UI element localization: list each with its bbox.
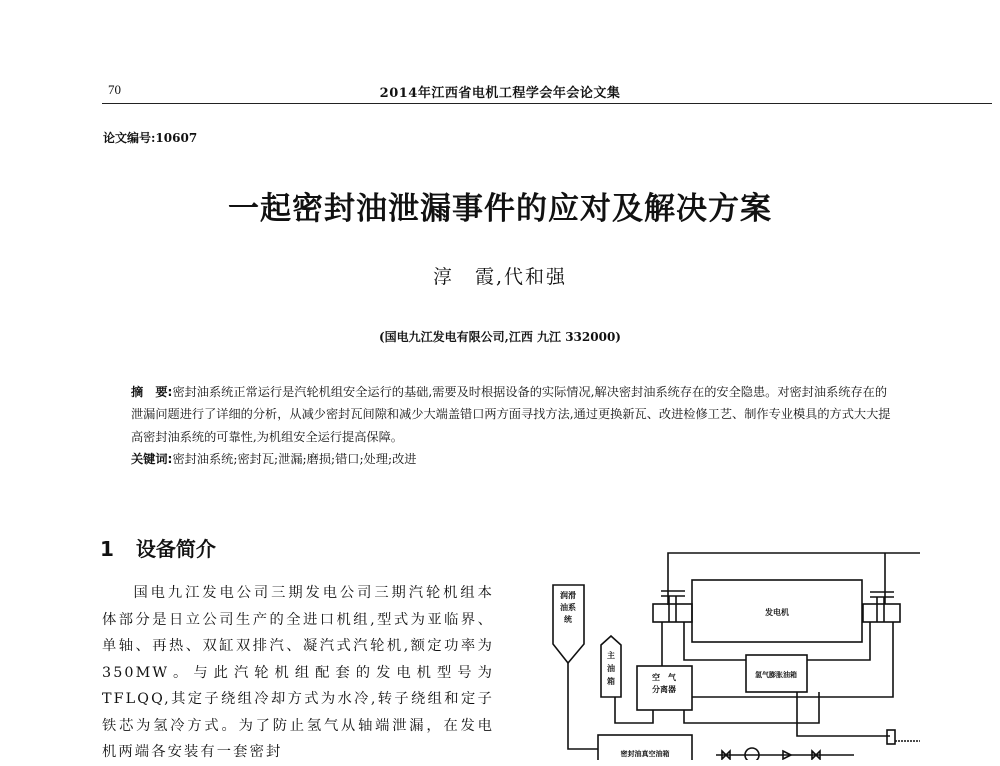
keywords-label: 关键词: — [131, 451, 173, 466]
affiliation: (国电九江发电有限公司,江西 九江 332000) — [379, 330, 621, 344]
lube-label-3: 统 — [564, 615, 572, 624]
paper-title: 一起密封油泄漏事件的应对及解决方案 — [228, 191, 772, 227]
section-title: 设备简介 — [135, 537, 216, 561]
pipe-drain-right — [807, 622, 870, 660]
hydrogen-tank-label: 氢气膨胀油箱 — [755, 671, 797, 679]
separator-label-1: 空 气 — [652, 673, 676, 682]
lube-label-1: 润滑 — [560, 591, 576, 600]
generator-label: 发电机 — [765, 608, 789, 617]
authors: 淳 霞,代和强 — [432, 266, 568, 288]
keywords: 密封油系统;密封瓦;泄漏;磨损;错口;处理;改进 — [172, 451, 417, 466]
lube-label-2: 油系 — [560, 603, 576, 612]
regulator-icon — [887, 730, 895, 744]
tank-label-2: 油 — [607, 664, 615, 673]
paragraph: 国电九江发电公司三期发电公司三期汽轮机组本体部分是日立公司生产的全进口机组,型式为亚临界、单轴、再热、双缸双排汽、凝汽式汽轮机,额定功率为350MW。与此汽轮机组配套的发电机型号为TFLQQ,其定子绕组冷却方式为水冷,转子绕组和定子铁芯为氢冷方式。为了防止氢气从轴端泄漏，在发电机两端各安装有一套密封 — [102, 585, 494, 760]
tank-label-1: 主 — [607, 651, 615, 660]
paper-number: 论文编号:10607 — [103, 131, 198, 145]
header-rule — [102, 103, 992, 104]
vacuum-tank-label: 密封油真空油箱 — [620, 750, 670, 758]
page-number: 70 — [108, 82, 121, 97]
tank-label-3: 箱 — [607, 677, 615, 686]
seal-right — [863, 604, 900, 622]
pipe-drain-left — [684, 622, 746, 660]
separator-label-2: 分离器 — [652, 685, 676, 694]
seal-left — [653, 604, 692, 622]
abstract — [131, 381, 891, 470]
pump-icon — [745, 748, 759, 760]
section-heading — [100, 533, 216, 562]
abstract-text: 密封油系统正常运行是汽轮机组安全运行的基础,需要及时根据设备的实际情况,解决密封油系统存在的安全隐患。对密封油系统存在的泄漏问题进行了详细的分析，从减少密封瓦间隙和减少大端盖错口两方面寻找方法,通过更换新瓦、改进检修工艺、制作专业模具的方式大大提高密封油系统的可靠性,为机组安全运行提高保障。 — [131, 385, 891, 444]
body-text — [102, 580, 494, 766]
pipe-hydrogen — [797, 692, 890, 736]
running-header: 2014年江西省电机工程学会年会论文集 — [379, 86, 621, 101]
section-number: 1 — [100, 537, 114, 561]
abstract-label: 摘 要: — [131, 385, 173, 399]
seal-oil-system-diagram — [520, 540, 920, 760]
pipe-lube — [568, 663, 598, 749]
